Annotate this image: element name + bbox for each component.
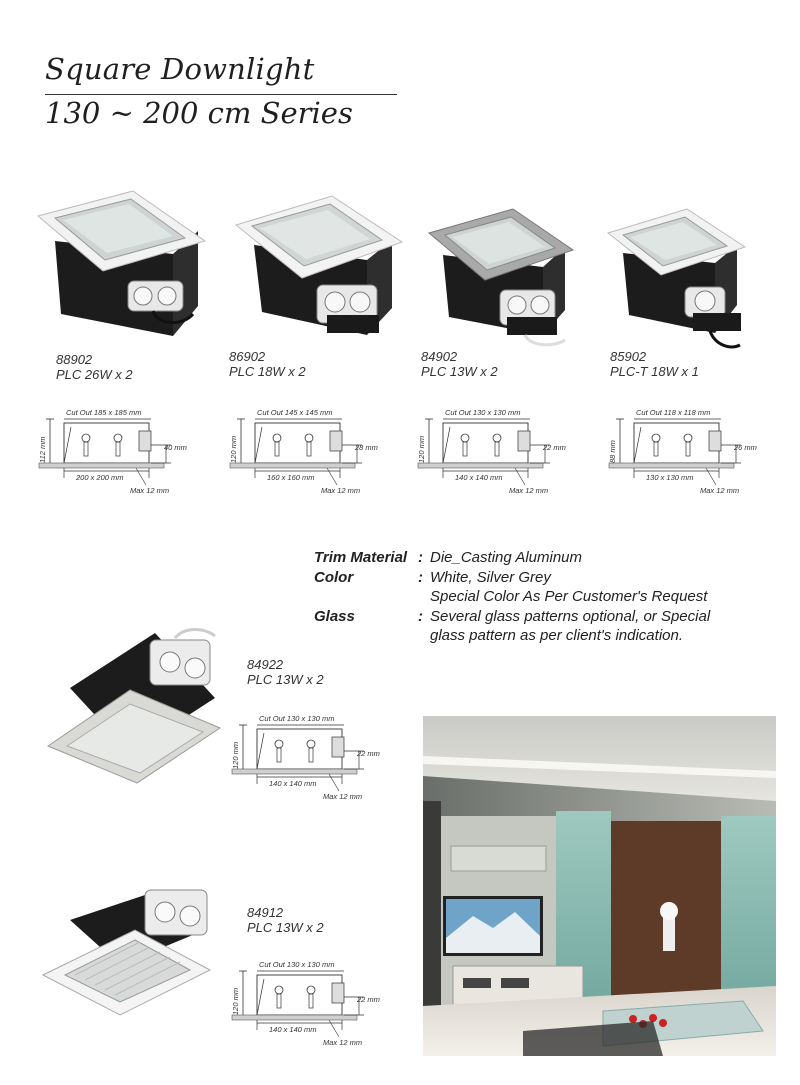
glass-label: Glass [314,607,355,625]
height-label: 88 mm [608,440,617,463]
diagram-drawing [229,711,389,811]
depth-label: 28 mm [355,443,378,452]
model-spec: PLC 13W x 2 [247,920,324,935]
diagram-drawing [606,405,766,505]
depth-label: 22 mm [357,995,380,1004]
model-spec: PLC 13W x 2 [421,364,498,379]
color-value-special: Special Color As Per Customer's Request [430,588,708,605]
width-label: 160 x 160 mm [267,473,315,482]
depth-label: 26 mm [734,443,757,452]
model-label-88902 [56,352,133,382]
diagram-drawing [227,405,387,505]
height-label: 120 mm [417,435,426,463]
width-label: 140 x 140 mm [269,779,317,788]
dimension-diagram-86902 [227,405,387,505]
trim-material-label: Trim Material [314,549,408,566]
glass-value: Several glass patterns optional, or Special [430,607,711,625]
trim-material-value: Die_Casting Aluminum [430,549,583,566]
height-label: 120 mm [231,987,240,1015]
model-code: 84922 [247,657,284,672]
model-code: 84902 [421,349,458,364]
height-label: 120 mm [231,741,240,769]
height-label: 112 mm [38,436,47,463]
product-photo-84902 [425,205,575,355]
depth-label: 22 mm [357,749,380,758]
diagram-drawing [36,405,196,505]
width-label: 130 x 130 mm [646,473,694,482]
width-label: 140 x 140 mm [455,473,503,482]
model-label-84902 [421,349,498,379]
product-photo-88902 [33,186,208,346]
model-code: 88902 [56,352,93,367]
model-label-86902 [229,349,306,379]
model-label-84912 [247,905,324,935]
dimension-diagram-85902 [606,405,766,505]
diagram-drawing [415,405,575,505]
color-value: White, Silver Grey [430,568,551,586]
specifications [314,548,774,646]
width-label: 140 x 140 mm [269,1025,317,1034]
max-thickness-label: Max 12 mm [321,486,361,495]
model-code: 84912 [247,905,284,920]
dimension-diagram-88902 [36,405,196,505]
model-spec: PLC-T 18W x 1 [610,364,699,379]
glass-value-cont: glass pattern as per client's indication. [430,627,684,644]
product-photo-85902 [605,205,750,355]
cut-out-label: Cut Out 130 x 130 mm [259,960,335,969]
model-code: 86902 [229,349,266,364]
cut-out-label: Cut Out 185 x 185 mm [66,408,142,417]
diagram-drawing [229,957,389,1057]
colon: : [418,568,423,586]
product-photo-84922 [45,628,225,788]
dimension-diagram-84922 [229,711,389,811]
cut-out-label: Cut Out 130 x 130 mm [259,714,335,723]
max-thickness-label: Max 12 mm [130,486,170,495]
model-spec: PLC 13W x 2 [247,672,324,687]
cut-out-label: Cut Out 118 x 118 mm [636,408,711,417]
depth-label: 40 mm [164,443,187,452]
page-subtitle: 130 ~ 200 cm Series [45,96,353,130]
depth-label: 22 mm [543,443,566,452]
dimension-diagram-84912 [229,957,389,1057]
model-code: 85902 [610,349,647,364]
max-thickness-label: Max 12 mm [323,1038,363,1047]
cut-out-label: Cut Out 130 x 130 mm [445,408,521,417]
dimension-diagram-84902 [415,405,575,505]
product-photo-86902 [232,190,407,345]
max-thickness-label: Max 12 mm [509,486,549,495]
max-thickness-label: Max 12 mm [323,792,363,801]
model-label-85902 [610,349,699,379]
max-thickness-label: Max 12 mm [700,486,740,495]
model-label-84922 [247,657,324,687]
model-spec: PLC 26W x 2 [56,367,133,382]
room-interior-image [423,716,776,1056]
model-spec: PLC 18W x 2 [229,364,306,379]
page-title: Square Downlight [45,52,315,86]
colon: : [418,607,423,625]
product-photo-84912 [40,880,220,1020]
colon: : [418,549,423,566]
cut-out-label: Cut Out 145 x 145 mm [257,408,333,417]
width-label: 200 x 200 mm [76,473,124,482]
height-label: 120 mm [229,435,238,463]
color-label: Color [314,568,354,586]
title-divider [45,94,397,95]
